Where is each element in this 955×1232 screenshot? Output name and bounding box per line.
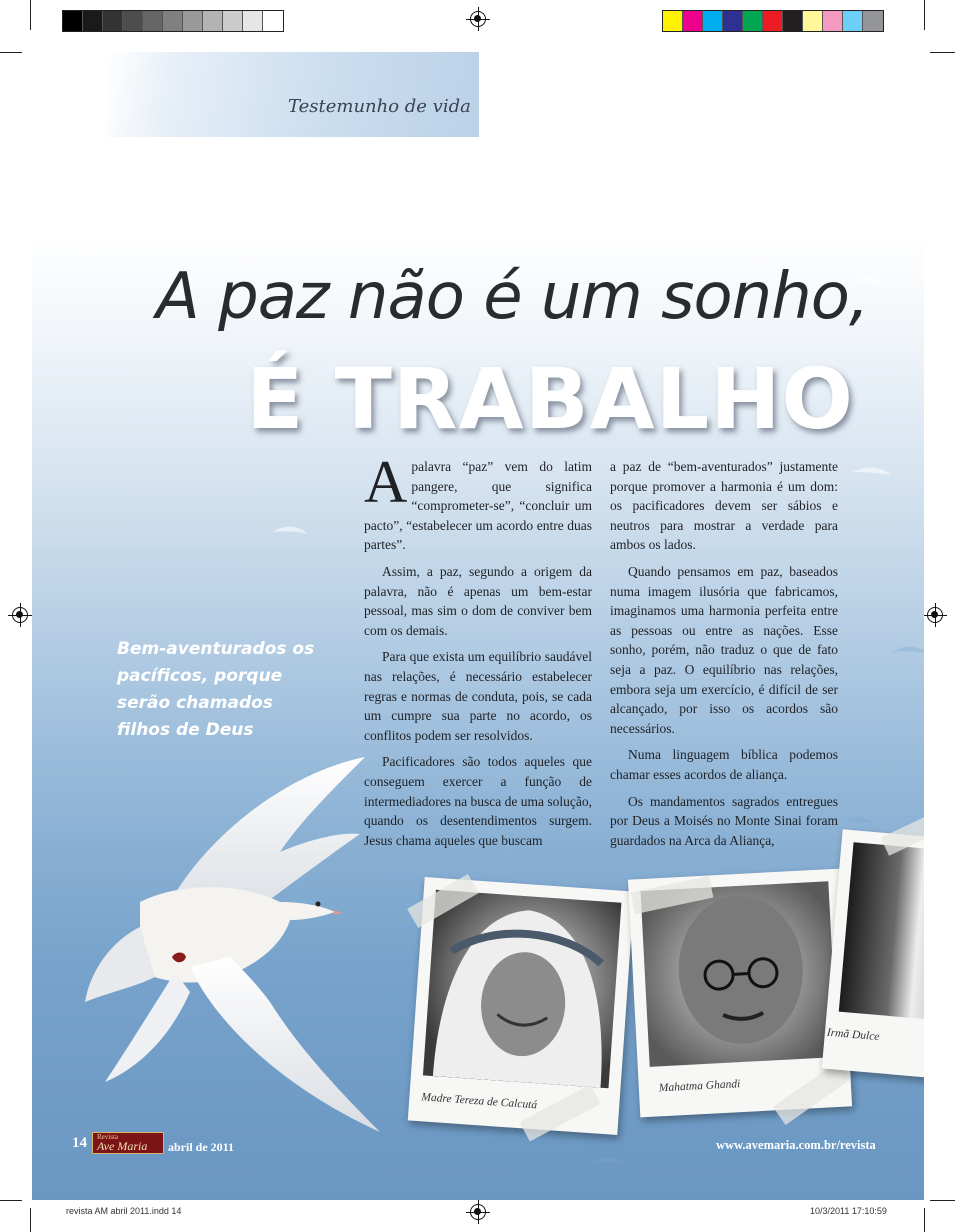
section-header-band (107, 52, 479, 137)
gray-swatch (243, 11, 263, 31)
section-title: Testemunho de vida (288, 96, 471, 117)
page-number: 14 (72, 1135, 87, 1151)
photo-caption: Mahatma Ghandi (658, 1078, 741, 1095)
color-swatch (683, 11, 703, 31)
portrait-icon (423, 890, 622, 1089)
gray-swatch (83, 11, 103, 31)
color-swatch (843, 11, 863, 31)
crop-mark (924, 0, 925, 30)
gray-swatch (63, 11, 83, 31)
color-swatch (763, 11, 783, 31)
paragraph: Apalavra “paz” vem do latim pangere, que significa “comprometer-se”, “concluir um pacto”, “estabelecer um acordo entre duas partes”. (364, 449, 592, 553)
color-swatch (663, 11, 683, 31)
paragraph: Para que exista um equilíbrio saudável nas relações, é necessário estabelecer regras e normas de conduta, pois, se cada um cumpre sua parte no acordo, os conflitos podem ser resolvidos. (364, 649, 592, 743)
color-swatch (823, 11, 843, 31)
gray-swatch (103, 11, 123, 31)
print-slug-timestamp: 10/3/2011 17:10:59 (810, 1206, 887, 1216)
gray-swatch (203, 11, 223, 31)
gray-swatch (163, 11, 183, 31)
grayscale-color-bar (62, 10, 284, 32)
photo-image (641, 881, 838, 1067)
color-swatch (803, 11, 823, 31)
photo-image (423, 890, 622, 1089)
crop-mark (930, 52, 955, 53)
registration-mark-icon (470, 11, 486, 27)
registration-mark-icon (927, 607, 943, 623)
color-swatch (783, 11, 803, 31)
gray-swatch (143, 11, 163, 31)
photo-frame (408, 877, 635, 1135)
crop-mark (30, 0, 31, 30)
crop-mark (924, 1208, 925, 1232)
print-slug-file: revista AM abril 2011.indd 14 (66, 1206, 182, 1216)
paragraph: Quando pensamos em paz, baseados numa imagem ilusória que fabricamos, imaginamos uma harmonia perfeita entre as pessoas ou entre as nações. Esse sonho, porém, não traduz o que de fato seja a paz. O equilíbrio nas relações, embora seja um exercício, é difícil de ser alcançado, por isso os acordos são necessários. (610, 563, 838, 736)
paragraph: Os mandamentos sagrados entregues por Deus a Moisés no Monte Sinai foram guardados na Arca da Aliança, (610, 793, 838, 848)
color-swatch (703, 11, 723, 31)
issue-date: abril de 2011 (168, 1140, 235, 1154)
photo-caption: Irmã Dulce (826, 1026, 880, 1044)
process-color-bar (662, 10, 884, 32)
magazine-page (32, 52, 924, 1200)
article-column-2 (610, 457, 838, 857)
magazine-logo: Revista Ave Maria (92, 1132, 164, 1154)
gray-swatch (263, 11, 283, 31)
gray-swatch (183, 11, 203, 31)
paragraph: Pacificadores são todos aqueles que conseguem exercer a função de intermediadores na busca de uma solução, quando os desentendimentos surgem. Jesus chama aqueles que buscam (364, 754, 592, 848)
color-swatch (723, 11, 743, 31)
paragraph: a paz de “bem-aventurados” justamente porque promover a harmonia é um dom: os pacificadores devem ser sábios e neutros para mostrar a verdade para ambos os lados. (610, 459, 838, 553)
pull-quote: Bem-aventurados os pacíficos, porque serão chamados filhos de Deus (117, 639, 315, 740)
photo-caption: Madre Tereza de Calcutá (420, 1091, 538, 1112)
portrait-icon (641, 881, 838, 1067)
gray-swatch (123, 11, 143, 31)
gray-swatch (223, 11, 243, 31)
photo-image (839, 842, 924, 1022)
crop-mark (0, 1200, 22, 1201)
paragraph: Numa linguagem bíblica podemos chamar esses acordos de aliança. (610, 747, 838, 782)
drop-cap: A (364, 449, 408, 515)
headline-line-2: É TRABALHO (246, 350, 854, 448)
website-link[interactable]: www.avemaria.com.br/revista (716, 1138, 876, 1152)
color-swatch (743, 11, 763, 31)
crop-mark (30, 1208, 31, 1232)
headline-line-1: A paz não é um sonho, (156, 260, 869, 334)
registration-mark-icon (470, 1204, 486, 1220)
paragraph: Assim, a paz, segundo a origem da palavra, não é apenas um bem-estar pessoal, mas sim o dom de conviver bem com os demais. (364, 563, 592, 638)
crop-mark (0, 52, 22, 53)
crop-mark (930, 1200, 955, 1201)
color-swatch (863, 11, 883, 31)
registration-mark-icon (12, 607, 28, 623)
dove-image (80, 752, 400, 1142)
